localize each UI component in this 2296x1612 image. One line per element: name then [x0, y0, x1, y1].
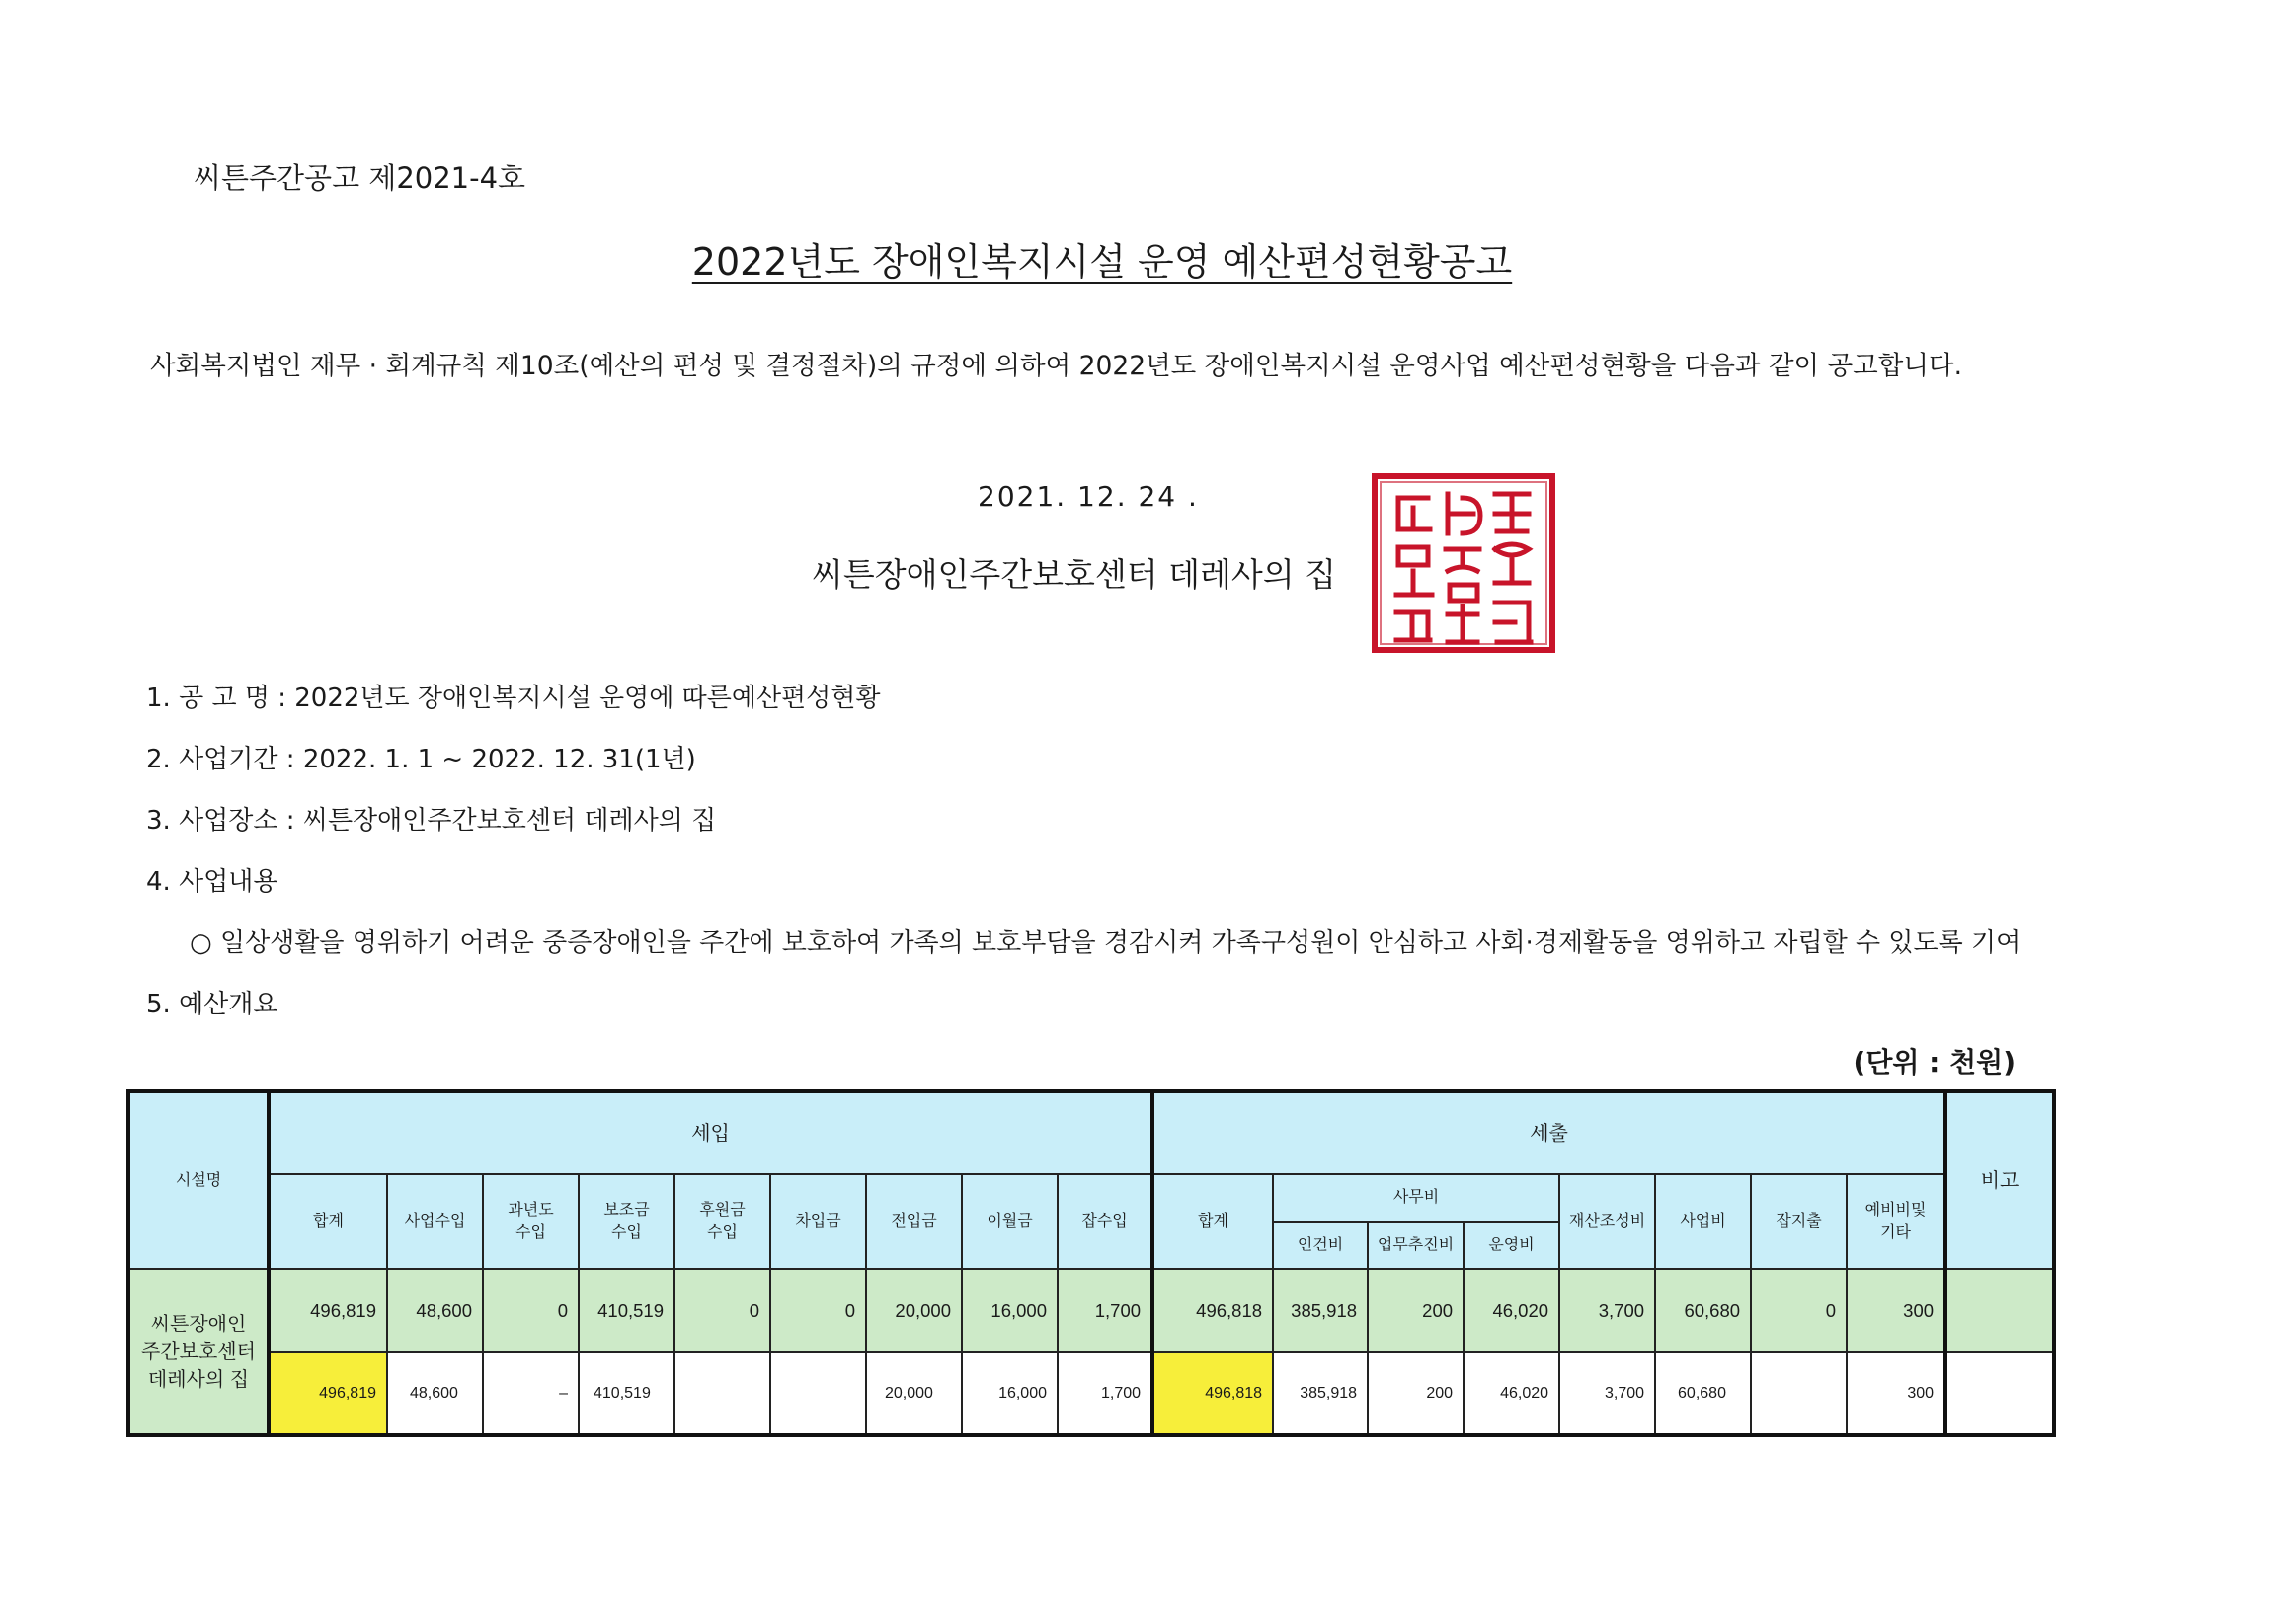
- income-col-carryover: 이월금: [962, 1174, 1058, 1269]
- expense-col-business-promotion: 업무추진비: [1368, 1222, 1464, 1269]
- row1-expense-personnel: 385,918: [1273, 1269, 1368, 1352]
- income-col-business: 사업수입: [387, 1174, 483, 1269]
- income-col-misc: 잡수입: [1058, 1174, 1152, 1269]
- official-seal-stamp: [1369, 468, 1558, 658]
- row1-expense-total: 496,818: [1152, 1269, 1273, 1352]
- row1-expense-reserve: 300: [1847, 1269, 1945, 1352]
- income-col-total: 합계: [269, 1174, 387, 1269]
- item-content-detail: ○ 일상생활을 영위하기 어려운 중증장애인을 주간에 보호하여 가족의 보호부담을 경감시켜 가족구성원이 안심하고 사회·경제활동을 영위하고 자립할 수 있도록 기여: [190, 928, 2021, 958]
- item-period: 2. 사업기간 : 2022. 1. 1 ~ 2022. 12. 31(1년): [146, 745, 696, 774]
- expense-col-misc: 잡지출: [1751, 1174, 1847, 1269]
- row2-income-subsidy: 410,519: [579, 1352, 674, 1435]
- row2-income-borrowing: [770, 1352, 866, 1435]
- row1-income-total: 496,819: [269, 1269, 387, 1352]
- budget-table: [126, 1089, 2056, 1437]
- income-col-transfer-in: 전입금: [866, 1174, 962, 1269]
- row1-note: [1945, 1269, 2054, 1352]
- row2-expense-misc: [1751, 1352, 1847, 1435]
- income-col-subsidy: 보조금 수입: [579, 1174, 674, 1269]
- expense-col-reserve: 예비비및 기타: [1847, 1174, 1945, 1269]
- row1-expense-business: 60,680: [1655, 1269, 1751, 1352]
- row1-income-transfer-in: 20,000: [866, 1269, 962, 1352]
- row1-expense-property: 3,700: [1559, 1269, 1655, 1352]
- row2-expense-property: 3,700: [1559, 1352, 1655, 1435]
- row2-expense-business-promotion: 200: [1368, 1352, 1464, 1435]
- row1-expense-operation: 46,020: [1464, 1269, 1559, 1352]
- row2-expense-personnel: 385,918: [1273, 1352, 1368, 1435]
- row1-income-subsidy: 410,519: [579, 1269, 674, 1352]
- row2-income-transfer-in: 20,000: [866, 1352, 962, 1435]
- item-location: 3. 사업장소 : 씨튼장애인주간보호센터 데레사의 집: [146, 806, 717, 836]
- row2-income-carryover: 16,000: [962, 1352, 1058, 1435]
- item-budget-overview: 5. 예산개요: [146, 990, 278, 1019]
- row2-income-prior-year: –: [483, 1352, 579, 1435]
- income-col-donation: 후원금 수입: [674, 1174, 770, 1269]
- expense-col-operation: 운영비: [1464, 1222, 1559, 1269]
- item-notice-name: 1. 공 고 명 : 2022년도 장애인복지시설 운영에 따른예산편성현황: [146, 684, 881, 713]
- row2-expense-operation: 46,020: [1464, 1352, 1559, 1435]
- expense-col-business: 사업비: [1655, 1174, 1751, 1269]
- notice-date: 2021. 12. 24 .: [978, 480, 1199, 513]
- row2-note: [1945, 1352, 2054, 1435]
- row2-income-total: 496,819: [269, 1352, 387, 1435]
- row2-income-donation: [674, 1352, 770, 1435]
- intro-paragraph: 사회복지법인 재무 · 회계규칙 제10조(예산의 편성 및 결정절차)의 규정에 의하여 2022년도 장애인복지시설 운영사업 예산편성현황을 다음과 같이 공고합니다.: [150, 351, 1963, 381]
- expense-header: 세출: [1152, 1091, 1945, 1174]
- organization-name: 씨튼장애인주간보호센터 데레사의 집: [812, 555, 1337, 594]
- income-col-borrowing: 차입금: [770, 1174, 866, 1269]
- row1-income-donation: 0: [674, 1269, 770, 1352]
- row2-income-misc: 1,700: [1058, 1352, 1152, 1435]
- row1-expense-misc: 0: [1751, 1269, 1847, 1352]
- expense-col-property: 재산조성비: [1559, 1174, 1655, 1269]
- note-header: 비고: [1945, 1091, 2054, 1269]
- row1-income-misc: 1,700: [1058, 1269, 1152, 1352]
- item-content-heading: 4. 사업내용: [146, 867, 278, 897]
- row1-income-prior-year: 0: [483, 1269, 579, 1352]
- row2-income-business: 48,600: [387, 1352, 483, 1435]
- row2-expense-reserve: 300: [1847, 1352, 1945, 1435]
- unit-label: (단위 : 천원): [1853, 1046, 2016, 1079]
- facility-name-cell: 씨튼장애인 주간보호센터 데레사의 집: [128, 1269, 269, 1435]
- row1-income-business: 48,600: [387, 1269, 483, 1352]
- office-expense-header: 사무비: [1273, 1174, 1559, 1222]
- row2-expense-total: 496,818: [1152, 1352, 1273, 1435]
- income-col-prior-year: 과년도 수입: [483, 1174, 579, 1269]
- facility-header: 시설명: [128, 1091, 269, 1269]
- document-title: 2022년도 장애인복지시설 운영 예산편성현황공고: [691, 240, 1513, 283]
- row1-income-borrowing: 0: [770, 1269, 866, 1352]
- expense-col-personnel: 인건비: [1273, 1222, 1368, 1269]
- row1-expense-business-promotion: 200: [1368, 1269, 1464, 1352]
- row2-expense-business: 60,680: [1655, 1352, 1751, 1435]
- notice-number: 씨튼주간공고 제2021-4호: [194, 161, 526, 195]
- income-header: 세입: [269, 1091, 1152, 1174]
- row1-income-carryover: 16,000: [962, 1269, 1058, 1352]
- expense-col-total: 합계: [1152, 1174, 1273, 1269]
